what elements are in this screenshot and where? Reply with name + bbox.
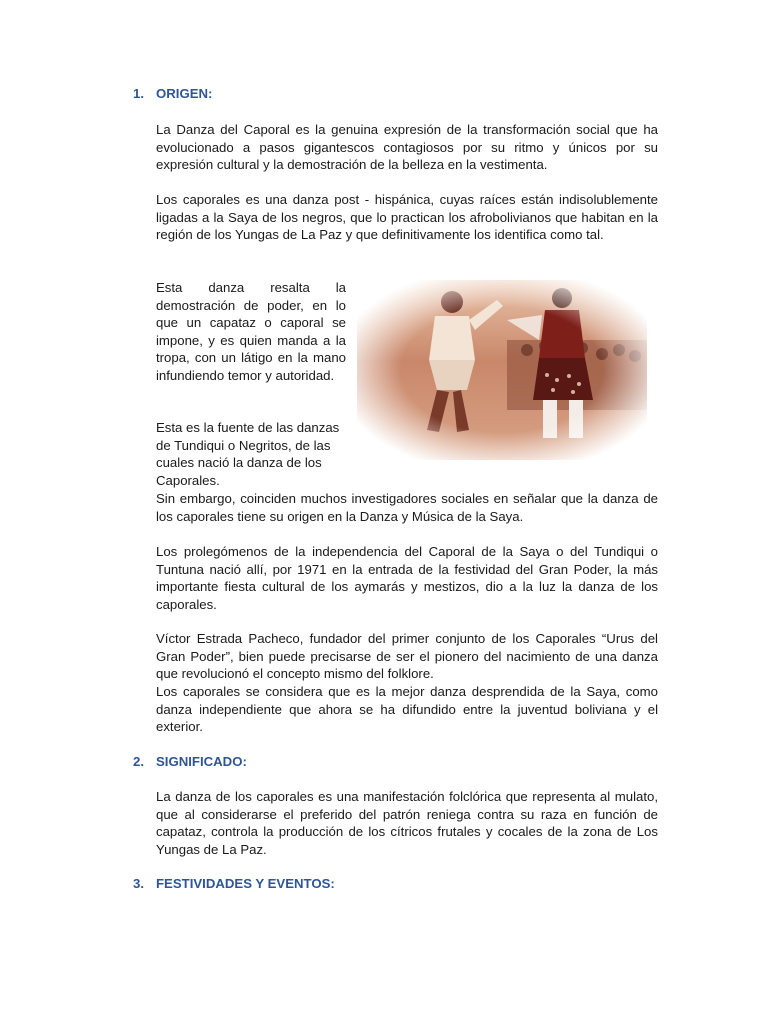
origen-paragraph-7: Víctor Estrada Pacheco, fundador del primer conjunto de los Caporales “Urus del Gran Poder”, bien puede precisarse de ser el pionero del nacimiento de una danza que revolucionó el concepto mismo del folklore.	[156, 631, 658, 681]
section-number: 1.	[133, 86, 144, 101]
section-heading-significado	[133, 754, 247, 769]
section-title: SIGNIFICADO:	[156, 754, 247, 769]
significado-paragraph-1: La danza de los caporales es una manifestación folclórica que representa al mulato, que al considerarse el preferido del patrón reniega contra su raza en función de capataz, controla la producción de los cítricos frutales y cocales de la zona de Los Yungas de La Paz.	[156, 789, 658, 857]
section-heading-origen	[133, 86, 212, 101]
section-title: ORIGEN:	[156, 86, 213, 101]
origen-paragraph-5: Sin embargo, coinciden muchos investigadores sociales en señalar que la danza de los caporales tiene su origen en la Danza y Música de la Saya.	[156, 491, 658, 524]
section-title: FESTIVIDADES Y EVENTOS:	[156, 876, 335, 891]
origen-paragraph-2: Los caporales es una danza post - hispánica, cuyas raíces están indisolublemente ligadas a la Saya de los negros, que lo practican los afrobolivianos que habitan en la región de los Yungas de La Paz y que definitivamente los identifica como tal.	[156, 192, 658, 242]
origen-paragraph-1: La Danza del Caporal es la genuina expresión de la transformación social que ha evolucionado a pasos gigantescos contagiosos por su ritmo y únicos por su expresión cultural y la demostración de la belleza en la vestimenta.	[156, 122, 658, 172]
caporales-dancers-photo	[357, 280, 647, 460]
section-number: 2.	[133, 754, 144, 769]
origen-paragraph-3: Esta danza resalta la demostración de poder, en lo que un capataz o caporal se impone, y es quien manda a la tropa, con un látigo en la mano infundiendo temor y autoridad.	[156, 280, 346, 383]
section-heading-festividades	[133, 876, 335, 891]
origen-paragraph-8: Los caporales se considera que es la mejor danza desprendida de la Saya, como danza independiente que ahora se ha difundido entre la juventud boliviana y el exterior.	[156, 684, 658, 734]
origen-paragraph-6: Los prolegómenos de la independencia del Caporal de la Saya o del Tundiqui o Tuntuna nació allí, por 1971 en la entrada de la festividad del Gran Poder, la más importante fiesta cultural de los aymarás y mestizos, dio a la luz la danza de los caporales.	[156, 544, 658, 612]
origen-paragraph-4: Esta es la fuente de las danzas de Tundiqui o Negritos, de las cuales nació la danza de los Caporales.	[156, 420, 340, 488]
section-number: 3.	[133, 876, 144, 891]
